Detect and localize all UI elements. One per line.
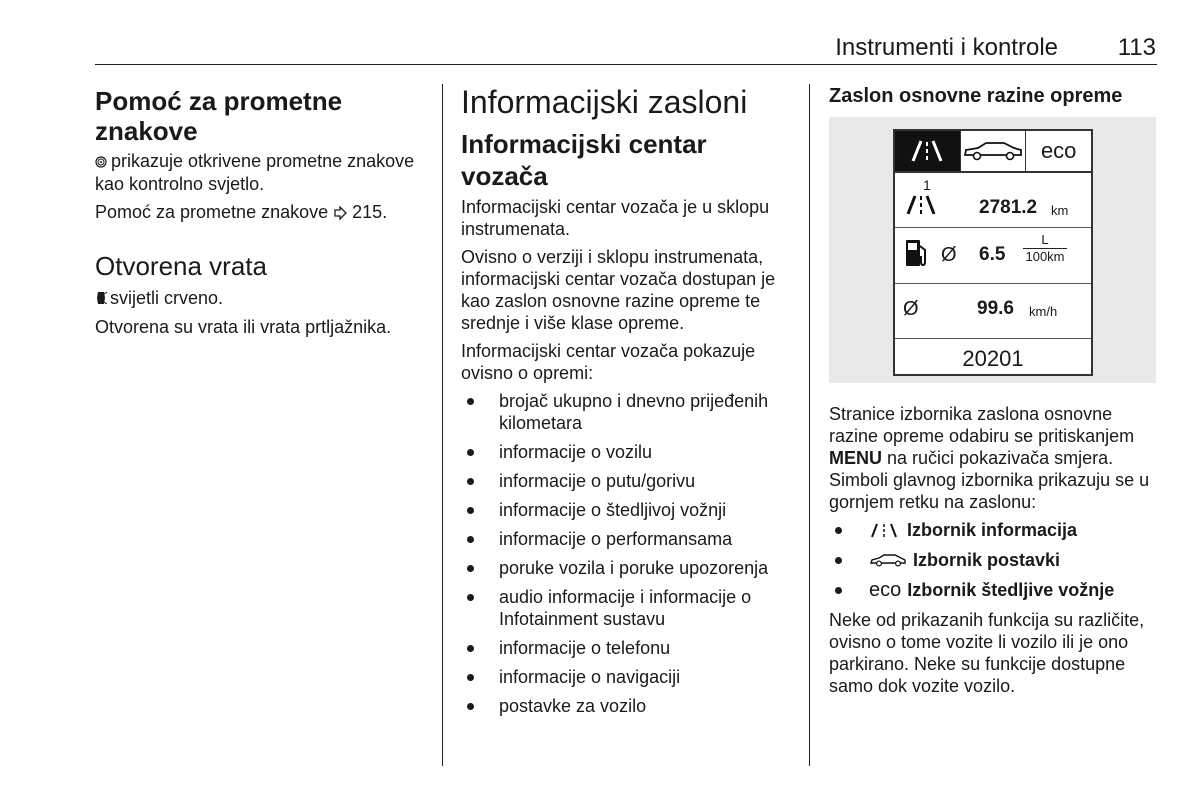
trip-number: 1 (923, 177, 931, 193)
list-item: informacije o putu/gorivu (461, 470, 796, 492)
bullet (835, 587, 842, 594)
page-number: 113 (1117, 34, 1156, 61)
average-symbol: Ø (903, 298, 919, 320)
bullet (467, 449, 474, 456)
header-divider (95, 64, 1157, 65)
menu-button-label: MENU (829, 448, 882, 468)
tab-settings (961, 131, 1027, 171)
bullet (835, 557, 842, 564)
list-item: informacije o vozilu (461, 441, 796, 463)
traffic-sign-icon (95, 151, 107, 173)
list-item: informacije o navigaciji (461, 666, 796, 688)
shows-paragraph: Informacijski centar vozača pokazuje ovisno o opremi: (461, 341, 756, 383)
basic-display-heading: Zaslon osnovne razine opreme (829, 85, 1123, 107)
odometer-unit: km (1051, 203, 1069, 218)
intro-paragraph: Informacijski centar vozača je u sklopu instrumenata. (461, 197, 770, 239)
list-item: audio informacije i informacije o Infotainment sustavu (461, 586, 796, 630)
list-item: Izbornik informacija (829, 519, 1159, 541)
instrument-display (893, 129, 1093, 376)
bullet (467, 594, 474, 601)
section-subtitle: Informacijski centar vozača (461, 129, 707, 191)
bullet (467, 507, 474, 514)
road-icon (869, 522, 901, 538)
odometer-value: 2781.2 (979, 197, 1038, 218)
column-right (829, 84, 1159, 108)
speed-row (895, 284, 1091, 339)
column-left (95, 84, 430, 344)
menu-symbols-list (829, 519, 1159, 601)
car-icon (962, 141, 1024, 161)
bullet (467, 565, 474, 572)
list-item: Izbornik postavki (829, 549, 1159, 571)
list-item: informacije o štedljivoj vožnji (461, 499, 796, 521)
traffic-sign-ref-label: Pomoć za prometne znakove (95, 202, 329, 223)
door-indicator-description (95, 287, 430, 310)
tab-info (895, 131, 961, 171)
list-item: brojač ukupno i dnevno prijeđenih kilometara (461, 390, 796, 434)
road-icon (905, 193, 937, 215)
display-illustration (829, 117, 1156, 383)
traffic-sign-reference (95, 201, 430, 224)
speed-unit: km/h (1029, 304, 1058, 319)
total-odometer: 20201 (962, 346, 1024, 371)
bullet (467, 674, 474, 681)
list-item: eco Izbornik štedljive vožnje (829, 579, 1159, 601)
bullet (467, 703, 474, 710)
arrow-ref-icon (333, 203, 347, 225)
car-icon (869, 553, 907, 567)
section-title: Informacijski zasloni (461, 84, 748, 120)
fuel-unit: $\frac{L}{100km}$ (1023, 232, 1067, 264)
traffic-sign-heading: Pomoć za prometne znakove (95, 86, 343, 146)
note-paragraph: Neke od prikazanih funkcija su različite, ovisno o tome vozite li vozilo ili je ono parkirano. Neke su funkcije dostupne samo dok vozite vozilo. (829, 610, 1145, 696)
list-item: postavke za vozilo (461, 695, 796, 717)
bullet (467, 645, 474, 652)
traffic-sign-ref-page[interactable]: 215. (352, 202, 388, 223)
door-indicator-text: svijetli crveno. (110, 287, 224, 308)
door-explanation: Otvorena su vrata ili vrata prtljažnika. (95, 316, 392, 337)
average-speed-value: 99.6 (977, 298, 1014, 319)
menu-paragraph: Stranice izbornika zaslona osnovne razine opreme odabiru se pritiskanjem MENU na ručici pokazivača smjera. Simboli glavnog izbornika prikazuju se u gornjem retku na zaslonu: (829, 404, 1150, 512)
bullet (467, 536, 474, 543)
road-icon (909, 140, 945, 162)
eco-symbol: eco (869, 579, 902, 601)
door-heading: Otvorena vrata (95, 250, 267, 281)
tab-eco: eco (1040, 138, 1077, 163)
bullet (467, 478, 474, 485)
average-symbol: Ø (941, 244, 957, 266)
display-tabs (895, 131, 1091, 173)
running-header-title: Instrumenti i kontrole (835, 34, 1058, 61)
right-column-text (829, 403, 1159, 703)
column-divider-1 (442, 84, 443, 766)
traffic-sign-description (95, 150, 430, 195)
fuel-pump-icon (905, 238, 929, 268)
bullet (835, 527, 842, 534)
door-open-icon (95, 288, 107, 310)
odometer-row (895, 173, 1091, 228)
list-item: informacije o performansama (461, 528, 796, 550)
traffic-sign-text: prikazuje otkrivene prometne znakove kao kontrolno svjetlo. (95, 151, 415, 195)
column-divider-2 (809, 84, 810, 766)
bullet (467, 398, 474, 405)
fuel-consumption-value: 6.5 (979, 244, 1006, 265)
column-middle (461, 84, 796, 724)
features-list (461, 390, 796, 717)
list-item: poruke vozila i poruke upozorenja (461, 557, 796, 579)
fuel-row (895, 228, 1091, 284)
list-item: informacije o telefonu (461, 637, 796, 659)
versions-paragraph: Ovisno o verziji i sklopu instrumenata, informacijski centar vozača dostupan je kao zaslon osnovne razine opreme te srednje i više klase opreme. (461, 247, 776, 333)
